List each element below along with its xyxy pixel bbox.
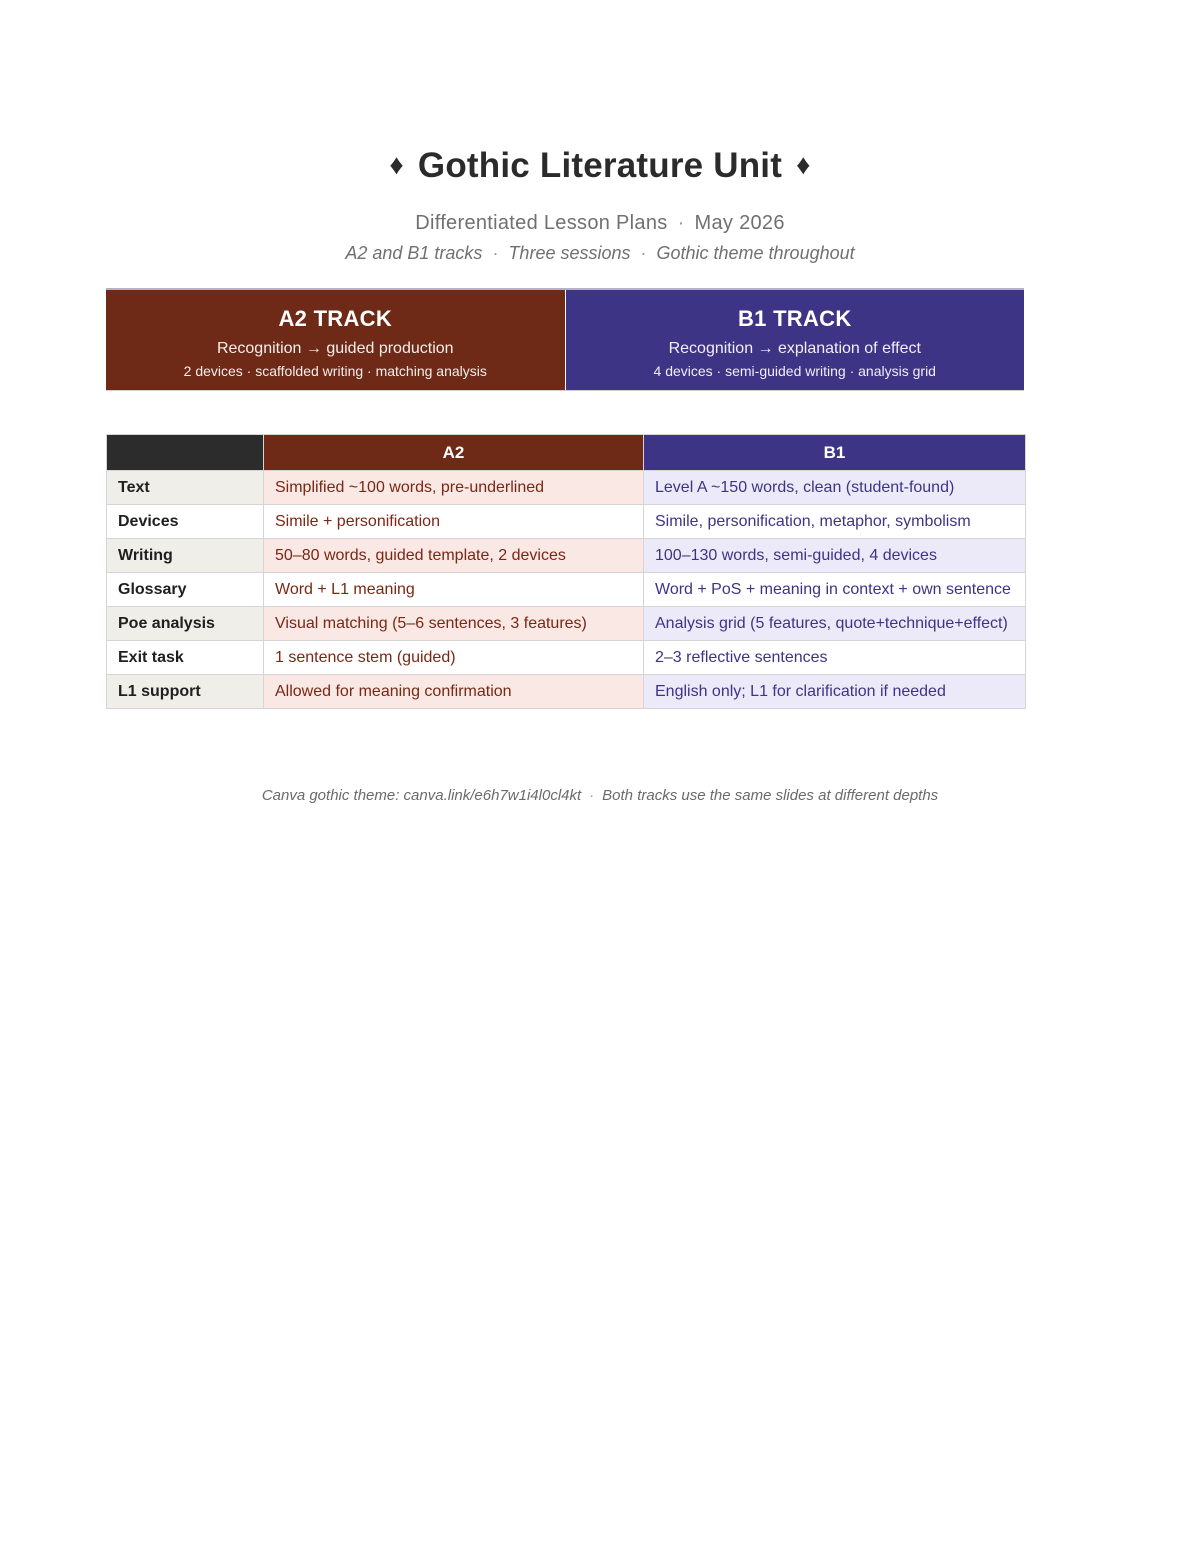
tagline-item: Gothic theme throughout [656,243,855,263]
row-label: Writing [107,539,264,573]
a2-cell: Visual matching (5–6 sentences, 3 features) [264,607,644,641]
title-block [0,140,1200,266]
b1-track-meta: 4 devices · semi-guided writing · analysis grid [653,363,936,379]
table-row [107,539,1026,573]
header-cell-blank [107,435,264,471]
b1-cell: English only; L1 for clarification if needed [644,675,1026,709]
subtitle-date: May 2026 [694,212,785,234]
tagline [0,240,1200,266]
footer-separator: · [589,787,595,804]
diamond-icon-left: ♦ [389,149,404,180]
a2-track-meta: 2 devices · scaffolded writing · matching analysis [183,363,487,379]
subtitle-left: Differentiated Lesson Plans [415,212,668,234]
row-label: Devices [107,505,264,539]
a2-cell: 1 sentence stem (guided) [264,641,644,675]
a2-track-banner [106,290,566,390]
table-row [107,607,1026,641]
b1-cell: Simile, personification, metaphor, symbolism [644,505,1026,539]
row-label: Text [107,471,264,505]
b1-cell: 2–3 reflective sentences [644,641,1026,675]
a2-cell: Simplified ~100 words, pre-underlined [264,471,644,505]
row-label: Poe analysis [107,607,264,641]
footer-canva-link: Canva gothic theme: canva.link/e6h7w1i4l0cl4kt [261,787,582,804]
comparison-table [106,434,1026,709]
table-row [107,641,1026,675]
tagline-separator: · [492,243,499,263]
footer-note [0,785,1200,807]
row-label: Exit task [107,641,264,675]
table-row [107,505,1026,539]
table-row [107,471,1026,505]
b1-cell: Word + PoS + meaning in context + own sentence [644,573,1026,607]
a2-track-title: A2 TRACK [278,306,393,331]
b1-cell: Analysis grid (5 features, quote+technique+effect) [644,607,1026,641]
tagline-separator: · [640,243,647,263]
a2-cell: Simile + personification [264,505,644,539]
a2-cell: 50–80 words, guided template, 2 devices [264,539,644,573]
b1-track-banner [566,290,1025,390]
b1-cell: 100–130 words, semi-guided, 4 devices [644,539,1026,573]
b1-track-description: Recognition → explanation of effect [668,340,921,357]
tagline-item: Three sessions [508,243,631,263]
table-row [107,573,1026,607]
tagline-item: A2 and B1 tracks [345,243,483,263]
footer-note-text: Both tracks use the same slides at different depths [602,787,939,804]
table-header-row [107,435,1026,471]
diamond-icon-right: ♦ [796,149,811,180]
header-cell-a2: A2 [264,435,644,471]
page-title [0,140,1200,191]
b1-track-title: B1 TRACK [737,306,852,331]
a2-cell: Allowed for meaning confirmation [264,675,644,709]
table-row [107,675,1026,709]
subtitle [0,209,1200,237]
a2-cell: Word + L1 meaning [264,573,644,607]
row-label: L1 support [107,675,264,709]
subtitle-separator: · [677,212,685,234]
header-cell-b1: B1 [644,435,1026,471]
track-banners [106,288,1024,391]
a2-track-description: Recognition → guided production [216,340,454,357]
b1-cell: Level A ~150 words, clean (student-found) [644,471,1026,505]
row-label: Glossary [107,573,264,607]
page-title-text: Gothic Literature Unit [417,146,783,185]
